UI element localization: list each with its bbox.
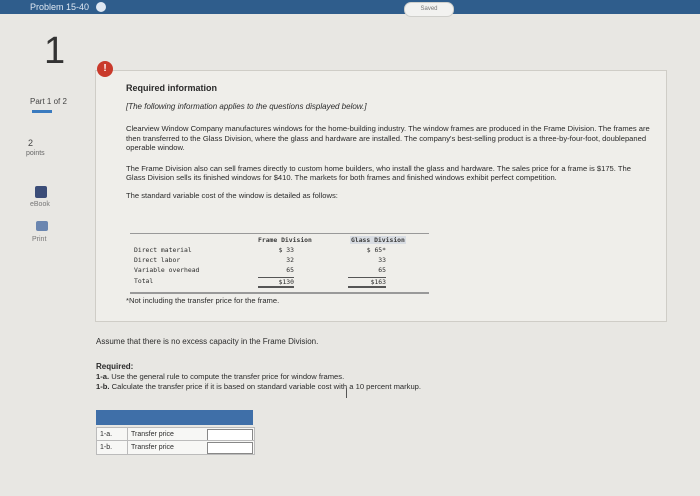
table-row [130,277,429,287]
frame-value: 32 [286,256,294,264]
frame-value: 65 [286,266,294,274]
question-number: 1 [44,30,66,72]
question-code: 1-a. [96,372,110,381]
glass-value: 33 [378,256,386,264]
info-note: [The following information applies to the questions displayed below.] [126,102,367,111]
row-label: Direct labor [134,256,181,264]
answer-row [96,440,255,455]
question-text: Use the general rule to compute the transfer price for window frames. [109,372,345,381]
cost-table [130,233,429,294]
check-icon [96,2,106,12]
top-bar [0,0,700,14]
glass-division-header: Glass Division [351,236,405,244]
answer-label: Transfer price [127,441,208,454]
frame-value: $ 33 [278,246,294,254]
print-link[interactable]: Print [32,236,47,243]
points-label: points [26,150,45,157]
question-text: Calculate the transfer price if it is based on standard variable cost with a 10 percent markup. [109,382,422,391]
info-paragraph-1: Clearview Window Company manufactures windows for the home-building industry. The window frames are produced in the Frame Division. The frames are then transferred to the Glass Division, where the glass and hardware are installed. The company's best-selling product is a three-by-four-foot, doublepaned operable window. [126,124,650,152]
frame-division-header: Frame Division [258,236,312,244]
glass-value: $163 [348,277,386,288]
ebook-icon[interactable] [35,186,47,198]
table-footnote: *Not including the transfer price for the frame. [126,296,280,305]
answer-code: 1-a. [100,431,113,438]
saved-status: Saved [404,2,454,17]
row-label: Direct material [134,246,192,254]
required-label: Required: [96,362,134,371]
points-value: 2 [28,138,34,148]
table-row [130,266,429,276]
answer-table [96,410,253,454]
question-1b [96,382,421,391]
transfer-price-1b-input[interactable] [207,442,253,454]
text-cursor-icon [346,388,353,398]
table-row [130,256,429,266]
glass-value: 65 [378,266,386,274]
required-info-title: Required information [126,83,218,93]
question-code: 1-b. [96,382,110,391]
frame-value: $130 [258,277,294,288]
ebook-link[interactable]: eBook [30,201,50,208]
glass-value: $ 65* [366,246,386,254]
answer-code: 1-b. [100,444,113,451]
row-label: Total [134,277,154,285]
problem-label: Problem 15-40 [30,2,90,12]
alert-icon: ! [97,61,113,77]
part-progress-bar [32,110,52,113]
part-indicator: Part 1 of 2 [30,97,67,106]
answer-table-header [96,410,253,425]
row-label: Variable overhead [134,266,200,274]
table-row [130,246,429,256]
question-1a [96,372,344,381]
info-paragraph-3: The standard variable cost of the window is detailed as follows: [126,190,338,200]
assumption-text: Assume that there is no excess capacity in the Frame Division. [96,337,319,346]
answer-label: Transfer price [127,428,208,441]
print-icon[interactable] [36,221,48,231]
info-paragraph-2: The Frame Division also can sell frames directly to custom home builders, who install the glass and hardware. The sales price for a frame is $175. The Glass Division sells its finished windows for $410. The markets for both frames and finished windows exhibit perfect competition. [126,163,631,182]
